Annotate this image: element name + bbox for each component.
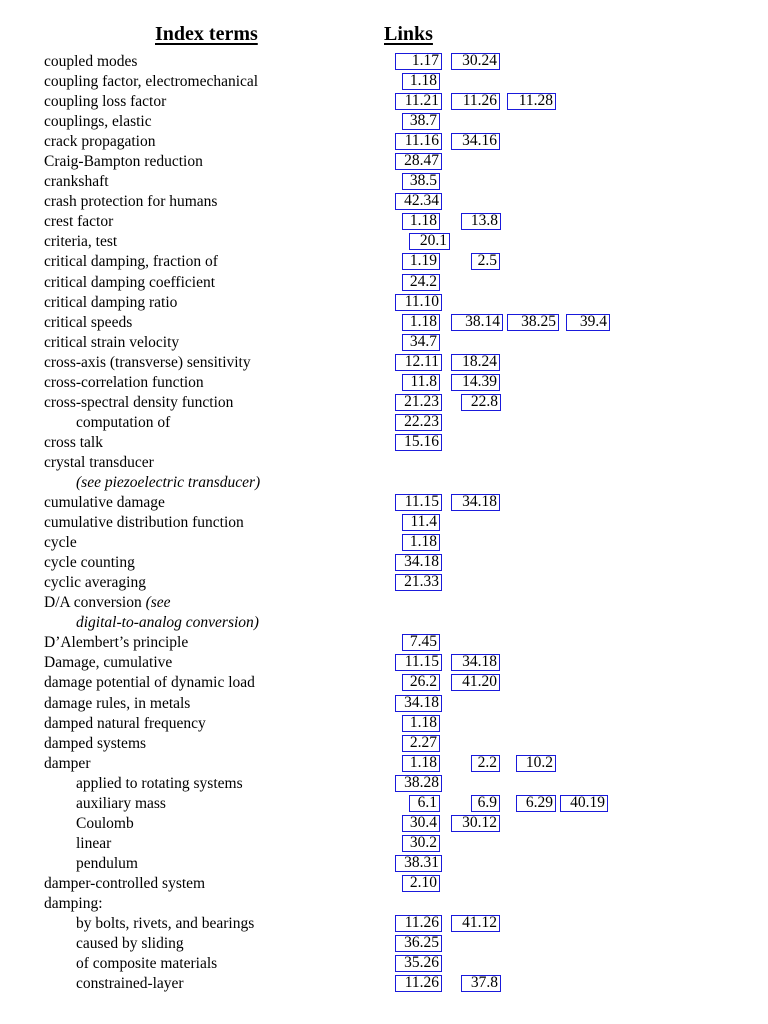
index-row bbox=[0, 794, 768, 814]
link-crankshaft-1[interactable]: 38.5 bbox=[402, 173, 440, 190]
index-row bbox=[0, 132, 768, 152]
link-critical-damping-ratio-1[interactable]: 11.10 bbox=[395, 294, 442, 311]
index-term bbox=[76, 854, 138, 874]
term-text: cumulative distribution function bbox=[44, 514, 244, 532]
index-term bbox=[44, 232, 117, 252]
index-term bbox=[76, 473, 260, 493]
term-text: couplings, elastic bbox=[44, 113, 152, 131]
term-text: cycle bbox=[44, 534, 77, 552]
index-term bbox=[76, 413, 170, 433]
index-term bbox=[44, 132, 155, 152]
index-row bbox=[0, 834, 768, 854]
link-damper-2[interactable]: 2.2 bbox=[471, 755, 500, 772]
index-row bbox=[0, 252, 768, 272]
index-row bbox=[0, 192, 768, 212]
link-caused-by-sliding-1[interactable]: 36.25 bbox=[395, 935, 442, 952]
index-term bbox=[44, 353, 251, 373]
link-couplings-elastic-1[interactable]: 38.7 bbox=[402, 113, 440, 130]
index-term bbox=[44, 754, 90, 774]
link-cycle-counting-1[interactable]: 34.18 bbox=[395, 554, 442, 571]
index-term bbox=[44, 273, 215, 293]
link-cross-axis-transverse-sensitivity-2[interactable]: 18.24 bbox=[451, 354, 500, 371]
term-text: cross talk bbox=[44, 433, 103, 451]
link-critical-speeds-4[interactable]: 39.4 bbox=[566, 314, 610, 331]
index-row bbox=[0, 333, 768, 353]
index-term bbox=[76, 974, 184, 994]
see-reference: (see piezoelectric transducer) bbox=[76, 473, 261, 491]
link-damper-controlled-system-1[interactable]: 2.10 bbox=[402, 875, 440, 892]
index-term bbox=[76, 794, 166, 814]
link-of-composite-materials-1[interactable]: 35.26 bbox=[395, 955, 442, 972]
link-critical-damping-fraction-of-1[interactable]: 1.19 bbox=[402, 253, 440, 270]
index-row bbox=[0, 613, 768, 633]
link-coupling-loss-factor-1[interactable]: 11.21 bbox=[395, 93, 442, 110]
link-applied-to-rotating-systems-1[interactable]: 38.28 bbox=[395, 775, 442, 792]
link-cumulative-distribution-function-1[interactable]: 11.4 bbox=[402, 514, 440, 531]
index-term bbox=[44, 112, 152, 132]
index-row bbox=[0, 52, 768, 72]
link-cumulative-damage-1[interactable]: 11.15 bbox=[395, 494, 442, 511]
link-critical-damping-fraction-of-2[interactable]: 2.5 bbox=[471, 253, 500, 270]
link-damage-potential-of-dynamic-load-2[interactable]: 41.20 bbox=[451, 674, 500, 691]
index-term bbox=[44, 714, 206, 734]
index-term bbox=[44, 72, 258, 92]
index-term bbox=[44, 252, 218, 272]
index-term bbox=[44, 393, 233, 413]
index-row bbox=[0, 72, 768, 92]
index-row bbox=[0, 633, 768, 653]
index-term bbox=[44, 52, 137, 72]
index-row bbox=[0, 273, 768, 293]
term-text: damped systems bbox=[44, 734, 147, 752]
term-text: Coulomb bbox=[76, 814, 134, 832]
term-text: cyclic averaging bbox=[44, 574, 146, 592]
index-row bbox=[0, 734, 768, 754]
term-text: by bolts, rivets, and bearings bbox=[76, 915, 255, 933]
link-crack-propagation-1[interactable]: 11.16 bbox=[395, 133, 442, 150]
index-term bbox=[44, 172, 109, 192]
index-row bbox=[0, 232, 768, 252]
term-text: damage potential of dynamic load bbox=[44, 674, 255, 692]
index-row bbox=[0, 172, 768, 192]
term-text: crest factor bbox=[44, 213, 114, 231]
term-text: Craig-Bampton reduction bbox=[44, 153, 203, 171]
index-row bbox=[0, 373, 768, 393]
term-text: constrained-layer bbox=[76, 975, 184, 993]
link-constrained-layer-2[interactable]: 37.8 bbox=[461, 975, 501, 992]
link-crest-factor-1[interactable]: 1.18 bbox=[402, 213, 440, 230]
term-text: D’Alembert’s principle bbox=[44, 634, 189, 652]
link-coulomb-1[interactable]: 30.4 bbox=[402, 815, 440, 832]
term-text: linear bbox=[76, 834, 112, 852]
index-row bbox=[0, 313, 768, 333]
index-row bbox=[0, 874, 768, 894]
index-term bbox=[44, 313, 132, 333]
index-row bbox=[0, 433, 768, 453]
link-damage-cumulative-1[interactable]: 11.15 bbox=[395, 654, 442, 671]
term-text: applied to rotating systems bbox=[76, 774, 243, 792]
index-row bbox=[0, 493, 768, 513]
index-term bbox=[44, 152, 203, 172]
link-coupling-factor-electromechanical-1[interactable]: 1.18 bbox=[402, 73, 440, 90]
index-term bbox=[44, 694, 190, 714]
index-row bbox=[0, 533, 768, 553]
link-damper-3[interactable]: 10.2 bbox=[516, 755, 556, 772]
index-term bbox=[44, 513, 244, 533]
link-cross-talk-1[interactable]: 15.16 bbox=[395, 434, 442, 451]
index-term bbox=[44, 493, 165, 513]
index-term bbox=[44, 573, 146, 593]
index-term bbox=[76, 834, 111, 854]
index-row bbox=[0, 353, 768, 373]
link-damage-cumulative-2[interactable]: 34.18 bbox=[451, 654, 500, 671]
term-text: cross-axis (transverse) sensitivity bbox=[44, 353, 251, 371]
link-computation-of-1[interactable]: 22.23 bbox=[395, 414, 442, 431]
term-text: critical damping, fraction of bbox=[44, 253, 218, 271]
index-term bbox=[76, 934, 184, 954]
index-term bbox=[44, 192, 217, 212]
link-coupled-modes-2[interactable]: 30.24 bbox=[451, 53, 500, 70]
index-row bbox=[0, 974, 768, 994]
link-cycle-1[interactable]: 1.18 bbox=[402, 534, 440, 551]
index-term bbox=[44, 653, 172, 673]
link-by-bolts-rivets-and-bearings-2[interactable]: 41.12 bbox=[451, 915, 500, 932]
index-term bbox=[76, 613, 259, 633]
index-term bbox=[44, 633, 188, 653]
link-auxiliary-mass-1[interactable]: 6.1 bbox=[409, 795, 440, 812]
link-cross-spectral-density-function-2[interactable]: 22.8 bbox=[461, 394, 501, 411]
term-text: damper-controlled system bbox=[44, 874, 206, 892]
link-cross-correlation-function-2[interactable]: 14.39 bbox=[451, 374, 500, 391]
index-row bbox=[0, 934, 768, 954]
link-auxiliary-mass-2[interactable]: 6.9 bbox=[471, 795, 500, 812]
index-term bbox=[44, 874, 205, 894]
term-text: damping: bbox=[44, 894, 103, 912]
index-row bbox=[0, 894, 768, 914]
term-text: crystal transducer bbox=[44, 453, 154, 471]
link-crack-propagation-2[interactable]: 34.16 bbox=[451, 133, 500, 150]
term-text: coupling factor, electromechanical bbox=[44, 73, 259, 91]
term-text: crack propagation bbox=[44, 133, 156, 151]
index-term bbox=[44, 333, 179, 353]
index-term bbox=[44, 293, 177, 313]
index-row bbox=[0, 814, 768, 834]
index-row bbox=[0, 413, 768, 433]
index-row bbox=[0, 774, 768, 794]
link-cross-axis-transverse-sensitivity-1[interactable]: 12.11 bbox=[395, 354, 442, 371]
see-reference: (see bbox=[145, 594, 171, 612]
index-row bbox=[0, 393, 768, 413]
term-text: cumulative damage bbox=[44, 494, 165, 512]
link-by-bolts-rivets-and-bearings-1[interactable]: 11.26 bbox=[395, 915, 442, 932]
index-term bbox=[44, 212, 113, 232]
term-text: pendulum bbox=[76, 854, 138, 872]
index-row bbox=[0, 673, 768, 693]
link-constrained-layer-1[interactable]: 11.26 bbox=[395, 975, 442, 992]
link-cross-spectral-density-function-1[interactable]: 21.23 bbox=[395, 394, 442, 411]
link-coupling-loss-factor-3[interactable]: 11.28 bbox=[507, 93, 556, 110]
index-row bbox=[0, 854, 768, 874]
term-text: coupled modes bbox=[44, 53, 138, 70]
index-row bbox=[0, 152, 768, 172]
index-row bbox=[0, 914, 768, 934]
term-text: cross-spectral density function bbox=[44, 393, 234, 411]
see-reference: digital-to-analog conversion) bbox=[76, 614, 259, 632]
index-row bbox=[0, 653, 768, 673]
link-damage-potential-of-dynamic-load-1[interactable]: 26.2 bbox=[402, 674, 440, 691]
term-text: cross-correlation function bbox=[44, 373, 204, 391]
term-text: criteria, test bbox=[44, 233, 118, 251]
index-term bbox=[44, 673, 255, 693]
link-cross-correlation-function-1[interactable]: 11.8 bbox=[402, 374, 440, 391]
index-row bbox=[0, 92, 768, 112]
index-row bbox=[0, 954, 768, 974]
link-critical-speeds-1[interactable]: 1.18 bbox=[402, 314, 440, 331]
index-term bbox=[44, 553, 135, 573]
term-text: coupling loss factor bbox=[44, 93, 167, 111]
link-coupling-loss-factor-2[interactable]: 11.26 bbox=[451, 93, 500, 110]
term-text: cycle counting bbox=[44, 554, 135, 572]
link-pendulum-1[interactable]: 38.31 bbox=[395, 855, 442, 872]
index-term bbox=[44, 533, 77, 553]
index-row bbox=[0, 212, 768, 232]
index-term bbox=[76, 954, 217, 974]
term-text: critical strain velocity bbox=[44, 333, 180, 351]
link-craig-bampton-reduction-1[interactable]: 28.47 bbox=[395, 153, 442, 170]
link-cyclic-averaging-1[interactable]: 21.33 bbox=[395, 574, 442, 591]
links-heading: Links bbox=[384, 23, 433, 45]
link-damped-systems-1[interactable]: 2.27 bbox=[402, 735, 440, 752]
term-text: of composite materials bbox=[76, 955, 218, 973]
index-row bbox=[0, 593, 768, 613]
index-row bbox=[0, 754, 768, 774]
index-term bbox=[76, 814, 134, 834]
index-term bbox=[44, 373, 204, 393]
index-term bbox=[76, 914, 254, 934]
index-row bbox=[0, 573, 768, 593]
index-list bbox=[0, 52, 768, 994]
link-coupled-modes-1[interactable]: 1.17 bbox=[395, 53, 442, 70]
index-term bbox=[44, 92, 166, 112]
link-damped-natural-frequency-1[interactable]: 1.18 bbox=[402, 715, 440, 732]
term-text: computation of bbox=[76, 413, 171, 431]
term-text: critical speeds bbox=[44, 313, 133, 331]
link-critical-strain-velocity-1[interactable]: 34.7 bbox=[402, 334, 440, 351]
term-text: caused by sliding bbox=[76, 935, 184, 953]
term-text: auxiliary mass bbox=[76, 794, 166, 812]
index-row bbox=[0, 694, 768, 714]
link-critical-speeds-3[interactable]: 38.25 bbox=[507, 314, 559, 331]
link-cumulative-damage-2[interactable]: 34.18 bbox=[451, 494, 500, 511]
link-coulomb-2[interactable]: 30.12 bbox=[451, 815, 500, 832]
index-term bbox=[44, 453, 154, 473]
index-term bbox=[44, 593, 171, 613]
index-row bbox=[0, 714, 768, 734]
index-term bbox=[44, 894, 103, 914]
link-damper-1[interactable]: 1.18 bbox=[402, 755, 440, 772]
index-row bbox=[0, 453, 768, 473]
link-auxiliary-mass-3[interactable]: 6.29 bbox=[516, 795, 556, 812]
index-terms-heading: Index terms bbox=[155, 23, 258, 45]
term-text: damped natural frequency bbox=[44, 714, 206, 732]
index-term bbox=[76, 774, 243, 794]
term-text: crankshaft bbox=[44, 173, 109, 191]
index-row bbox=[0, 112, 768, 132]
term-text: damper bbox=[44, 754, 91, 772]
link-criteria-test-1[interactable]: 20.1 bbox=[409, 233, 450, 250]
link-d-alembert-s-principle-1[interactable]: 7.45 bbox=[402, 634, 440, 651]
link-damage-rules-in-metals-1[interactable]: 34.18 bbox=[395, 695, 442, 712]
link-crest-factor-2[interactable]: 13.8 bbox=[461, 213, 501, 230]
term-text: damage rules, in metals bbox=[44, 694, 191, 712]
link-auxiliary-mass-4[interactable]: 40.19 bbox=[560, 795, 608, 812]
index-row bbox=[0, 293, 768, 313]
term-text: critical damping ratio bbox=[44, 293, 178, 311]
index-term bbox=[44, 433, 103, 453]
term-text: critical damping coefficient bbox=[44, 273, 215, 291]
index-row bbox=[0, 473, 768, 493]
link-crash-protection-for-humans-1[interactable]: 42.34 bbox=[395, 193, 442, 210]
link-linear-1[interactable]: 30.2 bbox=[402, 835, 440, 852]
link-critical-speeds-2[interactable]: 38.14 bbox=[451, 314, 503, 331]
term-text: crash protection for humans bbox=[44, 193, 218, 211]
term-text: Damage, cumulative bbox=[44, 654, 173, 672]
index-row bbox=[0, 553, 768, 573]
index-term bbox=[44, 734, 146, 754]
link-critical-damping-coefficient-1[interactable]: 24.2 bbox=[402, 274, 440, 291]
index-row bbox=[0, 513, 768, 533]
term-text: D/A conversion bbox=[44, 594, 146, 612]
